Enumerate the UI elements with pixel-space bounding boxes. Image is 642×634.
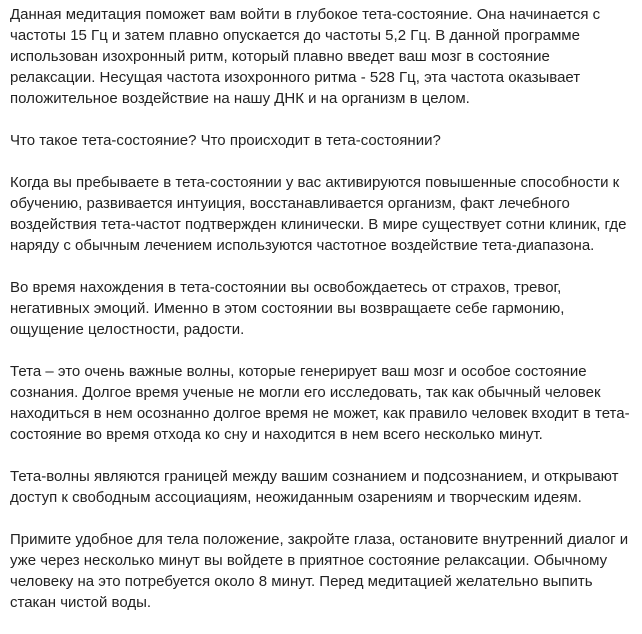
emotions-paragraph: Во время нахождения в тета-состоянии вы освобождаетесь от страхов, тревог, негативных эмоций. Именно в этом состоянии вы возвращаете себе гармонию, ощущение целостности, радости. xyxy=(10,279,565,338)
question-paragraph: Что такое тета-состояние? Что происходит в тета-состоянии? xyxy=(10,132,441,149)
theta-waves-paragraph: Тета – это очень важные волны, которые генерирует ваш мозг и особое состояние сознания. Долгое время ученые не могли его исследовать, так как обычный человек находиться в нем осознанно долгое время не может, как правило человек входит в тета-состояние во время отхода ко сну и находится в нем всего несколько минут. xyxy=(10,363,630,443)
subconscious-paragraph: Тета-волны являются границей между вашим сознанием и подсознанием, и открывают доступ к свободным ассоциациям, неожиданным озарениям и творческим идеям. xyxy=(10,468,619,506)
intro-paragraph: Данная медитация поможет вам войти в глубокое тета-состояние. Она начинается с частоты 15 Гц и затем плавно опускается до частоты 5,2 Гц. В данной программе использован изохронный ритм, который плавно введет ваш мозг в состояние релаксации. Несущая частота изохронного ритма - 528 Гц, эта частота оказывает положительное воздействие на нашу ДНК и на организм в целом. xyxy=(10,6,601,107)
benefits-paragraph: Когда вы пребываете в тета-состоянии у вас активируются повышенные способности к обучению, развивается интуиция, восстанавливается организм, факт лечебного воздействия тета-частот подтвержден клинически. В мире существует сотни клиник, где наряду с обычным лечением используются частотное воздействие тета-диапазона. xyxy=(10,174,627,254)
instructions-paragraph: Примите удобное для тела положение, закройте глаза, остановите внутренний диалог и уже через несколько минут вы войдете в приятное состояние релаксации. Обычному человеку на это потребуется около 8 минут. Перед медитацией желательно выпить стакан чистой воды. xyxy=(10,531,629,611)
